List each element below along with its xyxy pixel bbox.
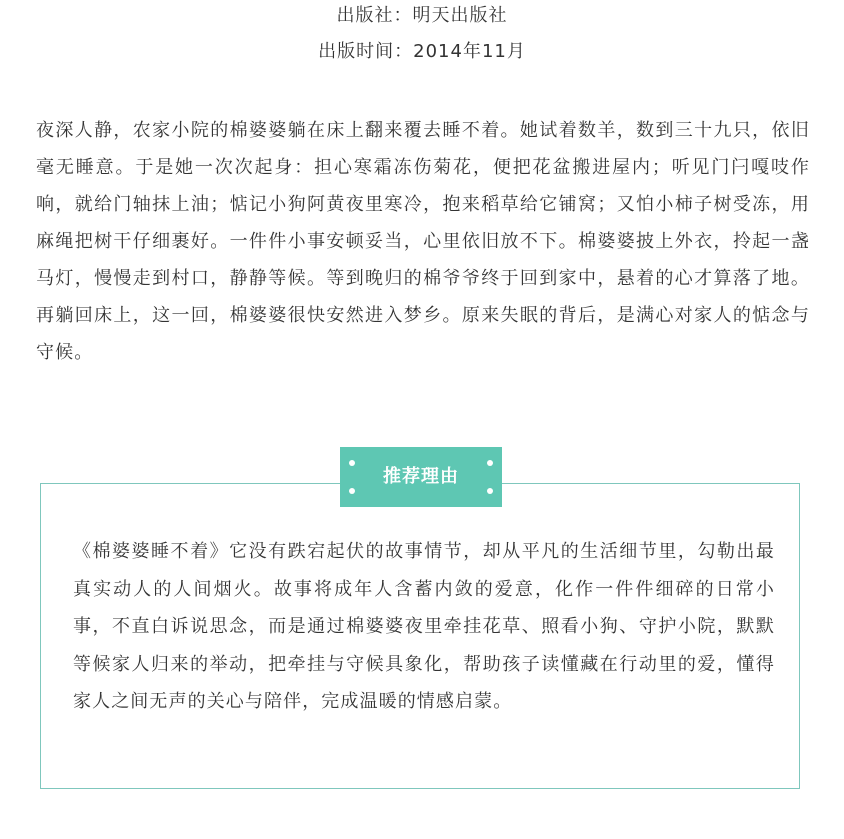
dot-decoration-icon — [487, 460, 493, 466]
publisher-line: 出版社：明天出版社 — [336, 5, 508, 26]
recommendation-tag — [340, 447, 502, 507]
recommendation-tag-label: 推荐理由 — [383, 466, 459, 487]
publish-date-line: 出版时间：2014年11月 — [318, 41, 526, 62]
recommendation-text: 《棉婆婆睡不着》它没有跌宕起伏的故事情节，却从平凡的生活细节里，勾勒出最真实动人的人间烟火。故事将成年人含蓄内敛的爱意，化作一件件细碎的日常小事，不直白诉说思念，而是通过棉婆婆夜里牵挂花草、照看小狗、守护小院，默默等候家人归来的举动，把牵挂与守候具象化，帮助孩子读懂藏在行动里的爱，懂得家人之间无声的关心与陪伴，完成温暖的情感启蒙。 — [73, 541, 775, 712]
dot-decoration-icon — [487, 488, 493, 494]
dot-decoration-icon — [349, 488, 355, 494]
story-summary: 夜深人静，农家小院的棉婆婆躺在床上翻来覆去睡不着。她试着数羊，数到三十九只，依旧毫无睡意。于是她一次次起身：担心寒霜冻伤菊花，便把花盆搬进屋内；听见门闩嘎吱作响，就给门轴抹上油；惦记小狗阿黄夜里寒冷，抱来稻草给它铺窝；又怕小柿子树受冻，用麻绳把树干仔细裹好。一件件小事安顿妥当，心里依旧放不下。棉婆婆披上外衣，拎起一盏马灯，慢慢走到村口，静静等候。等到晚归的棉爷爷终于回到家中，悬着的心才算落了地。再躺回床上，这一回，棉婆婆很快安然进入梦乡。原来失眠的背后，是满心对家人的惦念与守候。 — [36, 120, 810, 363]
dot-decoration-icon — [349, 460, 355, 466]
